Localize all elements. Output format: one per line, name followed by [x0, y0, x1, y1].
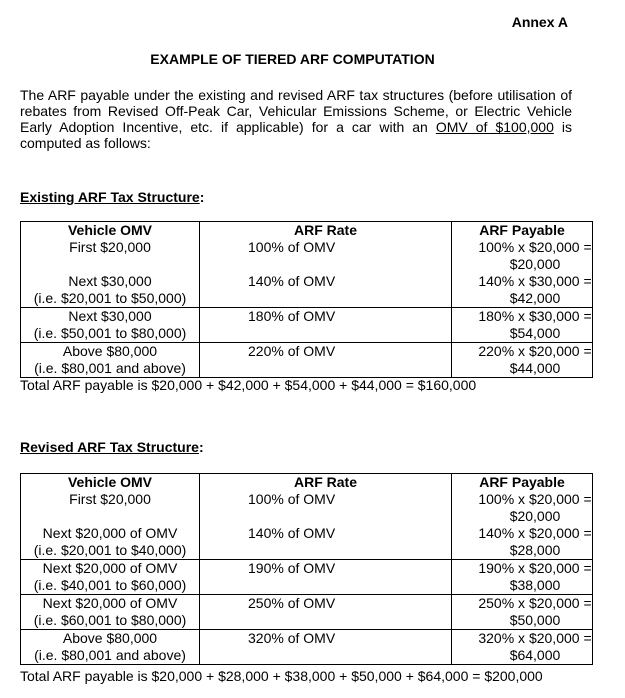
- omv-range: (i.e. $20,001 to $50,000): [33, 290, 187, 306]
- omv-range: (i.e. $40,001 to $60,000): [33, 577, 187, 593]
- header-arf-payable: ARF Payable: [452, 474, 593, 492]
- page-title: [0, 51, 625, 67]
- omv-label: Next $30,000: [68, 273, 152, 289]
- revised-heading: [20, 439, 204, 455]
- intro-text-before: The ARF payable under the existing and revised ARF tax structures (before utilisation of rebates from Revised Off-Peak Car, Vehicular Emissions Scheme, or Electric Vehicle Early Adoption Incentive, etc. if applicable) for a car with an: [20, 87, 572, 135]
- omv-range: (i.e. $60,001 to $80,000): [33, 612, 187, 628]
- payable-label: 190% x $20,000 = $38,000: [478, 560, 592, 593]
- rate-cell: [200, 273, 452, 308]
- omv-label: Next $20,000 of OMV: [42, 560, 178, 576]
- header-arf-payable: ARF Payable: [452, 222, 593, 240]
- payable-label: 100% x $20,000 = $20,000: [478, 239, 592, 272]
- omv-label: First $20,000: [69, 239, 151, 255]
- existing-heading: [20, 189, 204, 205]
- omv-label: Next $20,000 of OMV: [42, 595, 178, 611]
- table-header-row: [21, 222, 593, 240]
- omv-cell: [21, 273, 200, 308]
- rate-cell: [200, 491, 452, 525]
- rate-cell: [200, 630, 452, 665]
- omv-label: Next $20,000 of OMV: [42, 525, 178, 541]
- payable-cell: [452, 239, 593, 273]
- payable-cell: [452, 595, 593, 630]
- payable-cell: [452, 630, 593, 665]
- intro-text-after: is computed as follows:: [20, 119, 572, 151]
- table-row: [21, 630, 593, 665]
- omv-range: (i.e. $80,001 and above): [34, 647, 186, 663]
- header-arf-rate: ARF Rate: [200, 474, 452, 492]
- header-vehicle-omv: Vehicle OMV: [21, 222, 200, 240]
- omv-cell: [21, 343, 200, 378]
- payable-label: 320% x $20,000 = $64,000: [478, 630, 592, 663]
- payable-label: 180% x $30,000 = $54,000: [478, 308, 592, 341]
- rate-label: 190% of OMV: [248, 560, 336, 576]
- omv-cell: [21, 308, 200, 343]
- existing-arf-table: [20, 221, 593, 378]
- rate-cell: [200, 343, 452, 378]
- payable-cell: [452, 308, 593, 343]
- table-row: [21, 560, 593, 595]
- omv-range: (i.e. $80,001 and above): [34, 360, 186, 376]
- rate-label: 320% of OMV: [248, 630, 336, 646]
- omv-cell: [21, 239, 200, 273]
- rate-cell: [200, 239, 452, 273]
- rate-cell: [200, 525, 452, 560]
- existing-heading-colon: :: [199, 189, 205, 205]
- payable-cell: [452, 491, 593, 525]
- omv-label: Above $80,000: [62, 630, 158, 646]
- omv-cell: [21, 595, 200, 630]
- annex-label: Annex A: [511, 14, 568, 30]
- rate-label: 140% of OMV: [248, 273, 336, 289]
- rate-cell: [200, 308, 452, 343]
- payable-label: 140% x $30,000 = $42,000: [478, 273, 592, 306]
- table-row: [21, 239, 593, 273]
- table-row: [21, 273, 593, 308]
- intro-paragraph: [20, 87, 572, 151]
- payable-label: 100% x $20,000 = $20,000: [478, 491, 592, 524]
- rate-label: 180% of OMV: [248, 308, 336, 324]
- rate-label: 250% of OMV: [248, 595, 336, 611]
- revised-arf-table: [20, 473, 593, 665]
- table-row: [21, 343, 593, 378]
- omv-label: Above $80,000: [62, 343, 158, 359]
- header-arf-rate: ARF Rate: [200, 222, 452, 240]
- payable-label: 220% x $20,000 = $44,000: [478, 343, 592, 376]
- payable-label: 140% x $20,000 = $28,000: [478, 525, 592, 558]
- payable-cell: [452, 525, 593, 560]
- omv-range: (i.e. $20,001 to $40,000): [33, 542, 187, 558]
- header-vehicle-omv: Vehicle OMV: [21, 474, 200, 492]
- omv-label: First $20,000: [69, 491, 151, 507]
- table-header-row: [21, 474, 593, 492]
- rate-cell: [200, 560, 452, 595]
- rate-label: 220% of OMV: [248, 343, 336, 359]
- payable-label: 250% x $20,000 = $50,000: [478, 595, 592, 628]
- revised-heading-colon: :: [198, 439, 204, 455]
- omv-cell: [21, 491, 200, 525]
- omv-cell: [21, 525, 200, 560]
- table-row: [21, 308, 593, 343]
- omv-range: (i.e. $50,001 to $80,000): [33, 325, 187, 341]
- rate-cell: [200, 595, 452, 630]
- omv-cell: [21, 560, 200, 595]
- page-title-text: EXAMPLE OF TIERED ARF COMPUTATION: [150, 51, 435, 67]
- revised-total: Total ARF payable is $20,000 + $28,000 + $38,000 + $50,000 + $64,000 = $200,000: [20, 668, 543, 684]
- omv-label: Next $30,000: [68, 308, 152, 324]
- rate-label: 100% of OMV: [248, 491, 336, 507]
- payable-cell: [452, 343, 593, 378]
- existing-heading-text: Existing ARF Tax Structure: [20, 189, 200, 205]
- payable-cell: [452, 560, 593, 595]
- payable-cell: [452, 273, 593, 308]
- intro-omv-underlined: OMV of $100,000: [435, 119, 554, 135]
- table-row: [21, 525, 593, 560]
- table-row: [21, 595, 593, 630]
- revised-heading-text: Revised ARF Tax Structure: [20, 439, 199, 455]
- existing-total: Total ARF payable is $20,000 + $42,000 + $54,000 + $44,000 = $160,000: [20, 377, 477, 393]
- omv-cell: [21, 630, 200, 665]
- rate-label: 100% of OMV: [248, 239, 336, 255]
- rate-label: 140% of OMV: [248, 525, 336, 541]
- table-row: [21, 491, 593, 525]
